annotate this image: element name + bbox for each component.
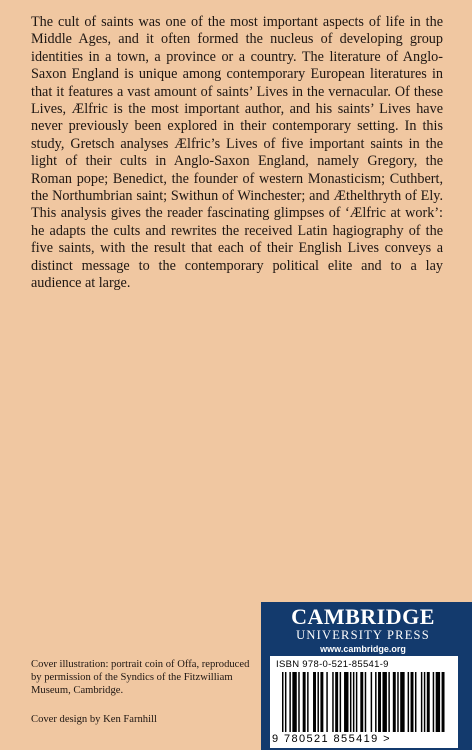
barcode-bar: [326, 672, 327, 732]
barcode-bar: [427, 672, 430, 732]
barcode-bar: [292, 672, 296, 732]
barcode-bar: [313, 672, 316, 732]
barcode-bar: [400, 672, 404, 732]
cover-illustration-credit: Cover illustration: portrait coin of Offa, reproduced by permission of the Syndics of the Fitzwilliam Museum, Cambridge.: [31, 659, 250, 696]
barcode-bar: [436, 672, 440, 732]
barcode-bar: [371, 672, 372, 732]
barcode-bar: [411, 672, 414, 732]
barcode-bar: [442, 672, 445, 732]
barcode-box: [270, 656, 458, 748]
barcode-bar: [382, 672, 386, 732]
barcode-bar: [356, 672, 357, 732]
cover-credits: [31, 658, 251, 726]
barcode-bar: [421, 672, 422, 732]
publisher-panel: [261, 602, 472, 750]
barcode-bar: [424, 672, 425, 732]
blurb-text: The cult of saints was one of the most important aspects of life in the Middle Ages, and it often formed the nucleus of developing group identities in a town, a province or a country. The literature of Anglo-Saxon England is unique among contemporary European literatures in that it features a vast amount of saints’ Lives in the vernacular. Of these Lives, Ælfric is the most important author, and his saints’ Lives have never previously been explored in their contemporary setting. In this study, Gretsch analyses Ælfric’s Lives of five important saints in the light of their cults in Anglo-Saxon England, namely Gregory, the Roman pope; Benedict, the founder of western Monasticism; Cuthbert, the Northumbrian saint; Swithun of Winchester; and Æthelthryth of Ely. This analysis gives the reader fascinating glimpses of ‘Ælfric at work’: he adapts the cults and rewrites the received Latin hagiography of the five saints, with the result that each of their English Lives conveys a distinct message to the contemporary political elite and to a lay audience at large.: [31, 14, 443, 292]
barcode-bar: [298, 672, 299, 732]
barcode-bar: [415, 672, 416, 732]
barcode-bar: [289, 672, 290, 732]
cover-design-credit: Cover design by Ken Farnhill: [31, 714, 157, 725]
barcode-bar: [332, 672, 333, 732]
publisher-name: CAMBRIDGE: [291, 604, 435, 629]
barcode-bar: [303, 672, 306, 732]
barcode-bar: [320, 672, 323, 732]
publisher-logo: [273, 605, 453, 655]
barcode-bar: [365, 672, 366, 732]
barcode-bar: [307, 672, 308, 732]
barcode-bar: [378, 672, 381, 732]
barcode-digits: 9 780521 855419 >: [272, 733, 391, 745]
barcode-bar: [388, 672, 389, 732]
barcode-bar: [408, 672, 409, 732]
publisher-url: www.cambridge.org: [320, 644, 406, 654]
barcode-bar: [282, 672, 283, 732]
barcode-bar: [340, 672, 341, 732]
barcode-bar: [360, 672, 363, 732]
barcode-bar: [393, 672, 396, 732]
barcode-bar: [433, 672, 434, 732]
barcode-bar: [344, 672, 348, 732]
barcode-icon: [282, 672, 446, 732]
barcode-bar: [375, 672, 376, 732]
barcode-bar: [335, 672, 338, 732]
barcode-bar: [397, 672, 398, 732]
barcode-bar: [350, 672, 351, 732]
barcode-bar: [285, 672, 286, 732]
isbn-label: ISBN 978-0-521-85541-9: [276, 659, 389, 670]
publisher-press: UNIVERSITY PRESS: [296, 628, 430, 642]
barcode-bar: [353, 672, 354, 732]
barcode-bar: [317, 672, 318, 732]
